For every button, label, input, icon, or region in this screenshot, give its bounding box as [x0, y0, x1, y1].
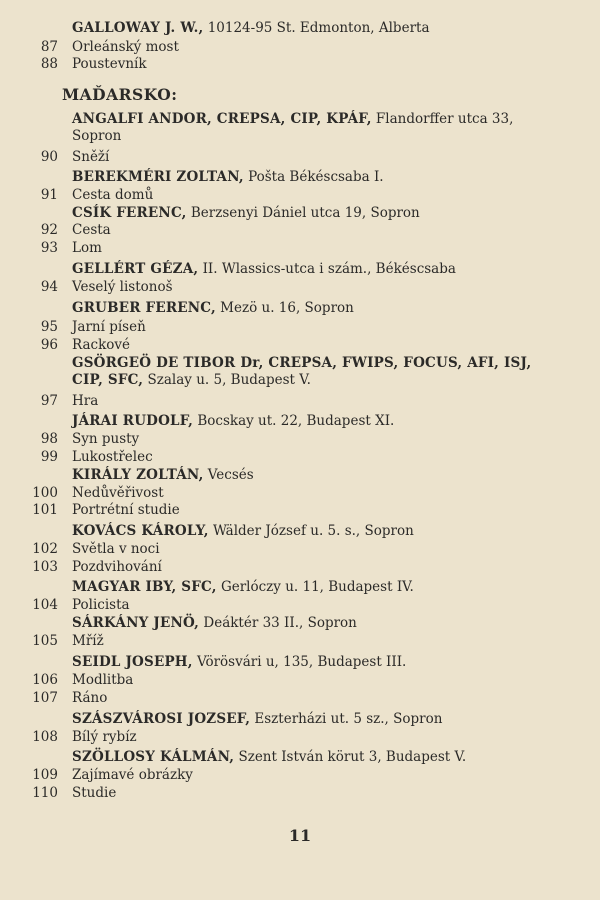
work-title: Studie — [72, 785, 117, 801]
work-item — [0, 595, 600, 615]
work-number: 99 — [40, 449, 58, 465]
author-entry — [0, 298, 600, 318]
author-address: Vecsés — [207, 467, 254, 483]
work-title: Lukostřelec — [72, 449, 153, 465]
work-item — [0, 670, 600, 690]
work-number: 105 — [32, 633, 58, 649]
author-name: SZÖLLOSY KÁLMÁN, — [72, 749, 235, 765]
author-address: Vörösvári u, 135, Budapest III. — [196, 654, 407, 670]
work-title: Hra — [72, 393, 99, 409]
work-item — [0, 54, 600, 74]
author-name: MAGYAR IBY, SFC, — [72, 579, 217, 595]
author-entry — [0, 18, 600, 38]
author-entry — [0, 577, 600, 597]
work-title: Mříž — [72, 633, 104, 649]
section-heading: MAĎARSKO: — [62, 85, 178, 104]
author-name: JÁRAI RUDOLF, — [72, 413, 194, 429]
author-address: Gerlóczy u. 11, Budapest IV. — [220, 579, 414, 595]
author-address: Deáktér 33 II., Sopron — [203, 615, 357, 631]
work-item — [0, 238, 600, 258]
author-name: KOVÁCS KÁROLY, — [72, 523, 209, 539]
author-entry — [0, 747, 600, 767]
work-item — [0, 277, 600, 297]
work-number: 108 — [32, 729, 58, 745]
author-address: II. Wlassics-utca i szám., Békéscsaba — [202, 261, 456, 277]
author-name: BEREKMÉRI ZOLTAN, — [72, 169, 244, 185]
work-number: 92 — [40, 222, 58, 238]
work-title: Jarní píseň — [72, 319, 146, 335]
work-item — [0, 429, 600, 449]
author-name: SZÁSZVÁROSI JOZSEF, — [72, 711, 251, 727]
work-number: 96 — [40, 337, 58, 353]
work-item — [0, 335, 600, 355]
work-title: Cesta domů — [72, 187, 154, 203]
work-item — [0, 631, 600, 651]
work-number: 104 — [32, 597, 58, 613]
author-address: Eszterházi ut. 5 sz., Sopron — [254, 711, 443, 727]
author-address: Szalay u. 5, Budapest V. — [147, 372, 311, 388]
author-name: SÁRKÁNY JENÖ, — [72, 615, 200, 631]
work-title: Zajímavé obrázky — [72, 767, 193, 783]
work-title: Světla v noci — [72, 541, 160, 557]
author-entry — [0, 411, 600, 431]
author-address: Flandorffer utca 33, Sopron — [72, 111, 514, 144]
author-entry — [72, 111, 557, 145]
work-title: Sněží — [72, 149, 110, 165]
author-entry — [0, 613, 600, 633]
author-entry — [0, 167, 600, 187]
author-entry — [0, 465, 600, 485]
work-item — [0, 220, 600, 240]
work-number: 109 — [32, 767, 58, 783]
author-name: SEIDL JOSEPH, — [72, 654, 193, 670]
work-item — [0, 391, 600, 411]
work-number: 93 — [40, 240, 58, 256]
work-title: Rackové — [72, 337, 131, 353]
author-address: Berzsenyi Dániel utca 19, Sopron — [190, 205, 420, 221]
work-number: 98 — [40, 431, 58, 447]
work-number: 90 — [40, 149, 58, 165]
work-title: Modlitba — [72, 672, 134, 688]
author-address: Bocskay ut. 22, Budapest XI. — [197, 413, 395, 429]
work-title: Policista — [72, 597, 130, 613]
author-name: GSÖRGEÖ DE TIBOR Dr, CREPSA, FWIPS, FOCUS, AFI, ISJ, CIP, SFC, — [72, 355, 532, 388]
work-number: 102 — [32, 541, 58, 557]
work-number: 94 — [40, 279, 58, 295]
work-number: 95 — [40, 319, 58, 335]
work-item — [0, 727, 600, 747]
work-item — [0, 688, 600, 708]
author-address: Pošta Békéscsaba I. — [248, 169, 384, 185]
author-name: KIRÁLY ZOLTÁN, — [72, 467, 204, 483]
work-title: Ráno — [72, 690, 108, 706]
work-title: Nedůvěřivost — [72, 485, 164, 501]
work-title: Bílý rybíz — [72, 729, 137, 745]
author-entry — [0, 259, 600, 279]
author-entry — [0, 709, 600, 729]
author-name: ANGALFI ANDOR, CREPSA, CIP, KPÁF, — [72, 111, 372, 127]
work-number: 103 — [32, 559, 58, 575]
work-title: Cesta — [72, 222, 111, 238]
work-item — [0, 447, 600, 467]
author-entry — [0, 652, 600, 672]
work-number: 101 — [32, 502, 58, 518]
author-name: CSÍK FERENC, — [72, 205, 187, 221]
work-title: Pozdvihování — [72, 559, 162, 575]
author-name: GALLOWAY J. W., — [72, 20, 204, 36]
work-item — [0, 500, 600, 520]
work-number: 91 — [40, 187, 58, 203]
author-name: GRUBER FERENC, — [72, 300, 216, 316]
author-entry — [0, 521, 600, 541]
work-number: 97 — [40, 393, 58, 409]
work-item — [0, 185, 600, 205]
work-title: Portrétní studie — [72, 502, 180, 518]
work-number: 106 — [32, 672, 58, 688]
work-title: Veselý listonoš — [72, 279, 173, 295]
work-title: Poustevník — [72, 56, 147, 72]
work-item — [0, 539, 600, 559]
work-number: 88 — [40, 56, 58, 72]
work-number: 87 — [40, 39, 58, 55]
work-item — [0, 557, 600, 577]
work-number: 110 — [32, 785, 58, 801]
work-number: 107 — [32, 690, 58, 706]
work-number: 100 — [32, 485, 58, 501]
work-item — [0, 765, 600, 785]
author-entry — [72, 355, 557, 389]
page-number: 11 — [288, 826, 312, 845]
work-item — [0, 317, 600, 337]
author-address: Szent István körut 3, Budapest V. — [238, 749, 467, 765]
author-address: Mezö u. 16, Sopron — [220, 300, 354, 316]
author-name: GELLÉRT GÉZA, — [72, 261, 199, 277]
work-title: Orleánský most — [72, 39, 179, 55]
author-address: Wälder József u. 5. s., Sopron — [212, 523, 414, 539]
work-title: Lom — [72, 240, 102, 256]
work-title: Syn pusty — [72, 431, 140, 447]
work-item — [0, 783, 600, 803]
author-address: 10124-95 St. Edmonton, Alberta — [207, 20, 430, 36]
work-item — [0, 147, 600, 167]
